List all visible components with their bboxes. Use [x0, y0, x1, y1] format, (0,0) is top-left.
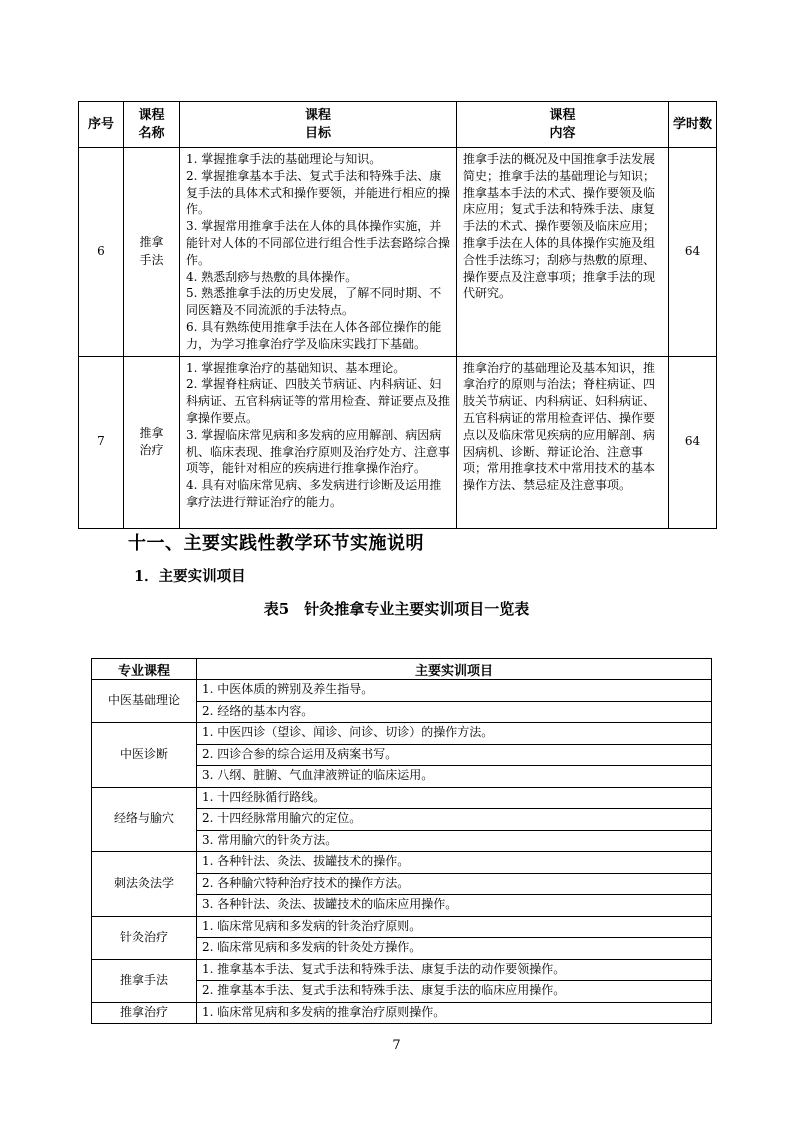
content-cell: 推拿治疗的基础理论及基本知识，推拿治疗的原则与治法；脊柱病证、四肢关节病证、内科病证、妇科病证、五官科病证的常用检查评估、操作要点以及临床常见疾病的应用解剖、病因病机、诊断、辩证论治、注意事项；常用推拿技术中常用技术的基本操作方法、禁忌症及注意事项。	[457, 356, 669, 528]
training-course-cell: 经络与腧穴	[92, 787, 197, 852]
course-name-cell: 推拿 治疗	[124, 356, 180, 528]
training-item-cell: 3. 常用腧穴的针灸方法。	[197, 830, 712, 852]
objective-item: 5. 熟悉推拿手法的历史发展，了解不同时期、不同医籍及不同流派的手法特点。	[186, 286, 442, 318]
seq-cell: 6	[79, 148, 124, 357]
objective-item: 1. 掌握推拿手法的基础理论与知识。	[186, 152, 382, 166]
column-header: 序号	[79, 102, 124, 148]
training-item-cell: 3. 各种针法、灸法、拔罐技术的临床应用操作。	[197, 895, 712, 917]
training-course-cell: 针灸治疗	[92, 916, 197, 959]
training-item-cell: 1. 各种针法、灸法、拔罐技术的操作。	[197, 852, 712, 874]
training-row	[92, 852, 712, 874]
training-item-cell: 2. 各种腧穴特种治疗技术的操作方法。	[197, 873, 712, 895]
training-item-cell: 2. 十四经脉常用腧穴的定位。	[197, 809, 712, 831]
subsection-heading: 1．主要实训项目	[134, 568, 246, 585]
training-item-cell: 1. 临床常见病和多发病的针灸治疗原则。	[197, 916, 712, 938]
training-course-cell: 中医基础理论	[92, 680, 197, 723]
table-caption: 表5 针灸推拿专业主要实训项目一览表	[263, 600, 530, 618]
page-number: 7	[392, 1038, 401, 1053]
training-row	[92, 723, 712, 745]
training-item-cell: 3. 八纲、脏腑、气血津液辨证的临床运用。	[197, 766, 712, 788]
training-item-cell: 2. 四诊合参的综合运用及病案书写。	[197, 744, 712, 766]
table-header-row	[79, 102, 717, 148]
training-item-cell: 1. 中医四诊（望诊、闻诊、问诊、切诊）的操作方法。	[197, 723, 712, 745]
hours-cell: 64	[669, 356, 717, 528]
training-item-cell: 1. 临床常见病和多发病的推拿治疗原则操作。	[197, 1002, 712, 1024]
training-item-cell: 2. 经络的基本内容。	[197, 701, 712, 723]
training-row	[92, 916, 712, 938]
column-header: 学时数	[669, 102, 717, 148]
table-header-row	[92, 659, 712, 680]
course-name-cell: 推拿 手法	[124, 148, 180, 357]
training-row	[92, 680, 712, 702]
section-heading: 十一、主要实践性教学环节实施说明	[128, 533, 424, 554]
objective-item: 3. 掌握常用推拿手法在人体的具体操作实施，并能针对人体的不同部位进行组合性手法套路综合操作。	[186, 219, 451, 267]
training-row	[92, 1002, 712, 1024]
column-header: 课程 内容	[457, 102, 669, 148]
objective-item: 1. 掌握推拿治疗的基础知识、基本理论。	[186, 360, 406, 375]
training-item-cell: 1. 推拿基本手法、复式手法和特殊手法、康复手法的动作要领操作。	[197, 959, 712, 981]
training-projects-table	[91, 658, 712, 1024]
seq-cell: 7	[79, 356, 124, 528]
objective-item: 2. 掌握推拿基本手法、复式手法和特殊手法、康复手法的具体术式和操作要领，并能进行相应的操作。	[186, 168, 451, 217]
training-row	[92, 787, 712, 809]
objective-item: 2. 掌握脊柱病证、四肢关节病证、内科病证、妇科病证、五官科病证等的常用检查、辩证要点及推拿操作要点。	[186, 377, 451, 425]
content-cell: 推拿手法的概况及中国推拿手法发展简史；推拿手法的基础理论与知识；推拿基本手法的术式、操作要领及临床应用；复式手法和特殊手法、康复手法的术式、操作要领及临床应用；推拿手法在人体的具体操作实施及组合性手法练习；刮痧与热敷的原理、操作要点及注意事项；推拿手法的现代研究。	[457, 148, 669, 357]
objectives-cell	[180, 148, 457, 357]
objectives-cell	[180, 356, 457, 528]
training-row	[92, 959, 712, 981]
column-header: 主要实训项目	[197, 659, 712, 680]
objective-item: 3. 掌握临床常见病和多发病的应用解剖、病因病机、临床表现、推拿治疗原则及治疗处方、注意事项等，能针对相应的疾病进行推拿操作治疗。	[186, 427, 451, 476]
course-row	[79, 356, 717, 528]
training-item-cell: 2. 推拿基本手法、复式手法和特殊手法、康复手法的临床应用操作。	[197, 981, 712, 1003]
column-header: 专业课程	[92, 659, 197, 680]
training-course-cell: 刺法灸法学	[92, 852, 197, 917]
training-course-cell: 中医诊断	[92, 723, 197, 788]
course-plan-table	[78, 101, 717, 529]
column-header: 课程 名称	[124, 102, 180, 148]
training-item-cell: 2. 临床常见病和多发病的针灸处方操作。	[197, 938, 712, 960]
objective-item: 6. 具有熟练使用推拿手法在人体各部位操作的能力，为学习推拿治疗学及临床实践打下基础。	[186, 319, 442, 351]
objective-item: 4. 熟悉刮痧与热敷的具体操作。	[186, 269, 358, 284]
training-course-cell: 推拿手法	[92, 959, 197, 1002]
training-course-cell: 推拿治疗	[92, 1002, 197, 1024]
hours-cell: 64	[669, 148, 717, 357]
training-item-cell: 1. 中医体质的辨别及养生指导。	[197, 680, 712, 702]
course-row	[79, 148, 717, 357]
training-item-cell: 1. 十四经脉循行路线。	[197, 787, 712, 809]
objective-item: 4. 具有对临床常见病、多发病进行诊断及运用推拿疗法进行辩证治疗的能力。	[186, 478, 442, 509]
column-header: 课程 目标	[180, 102, 457, 148]
